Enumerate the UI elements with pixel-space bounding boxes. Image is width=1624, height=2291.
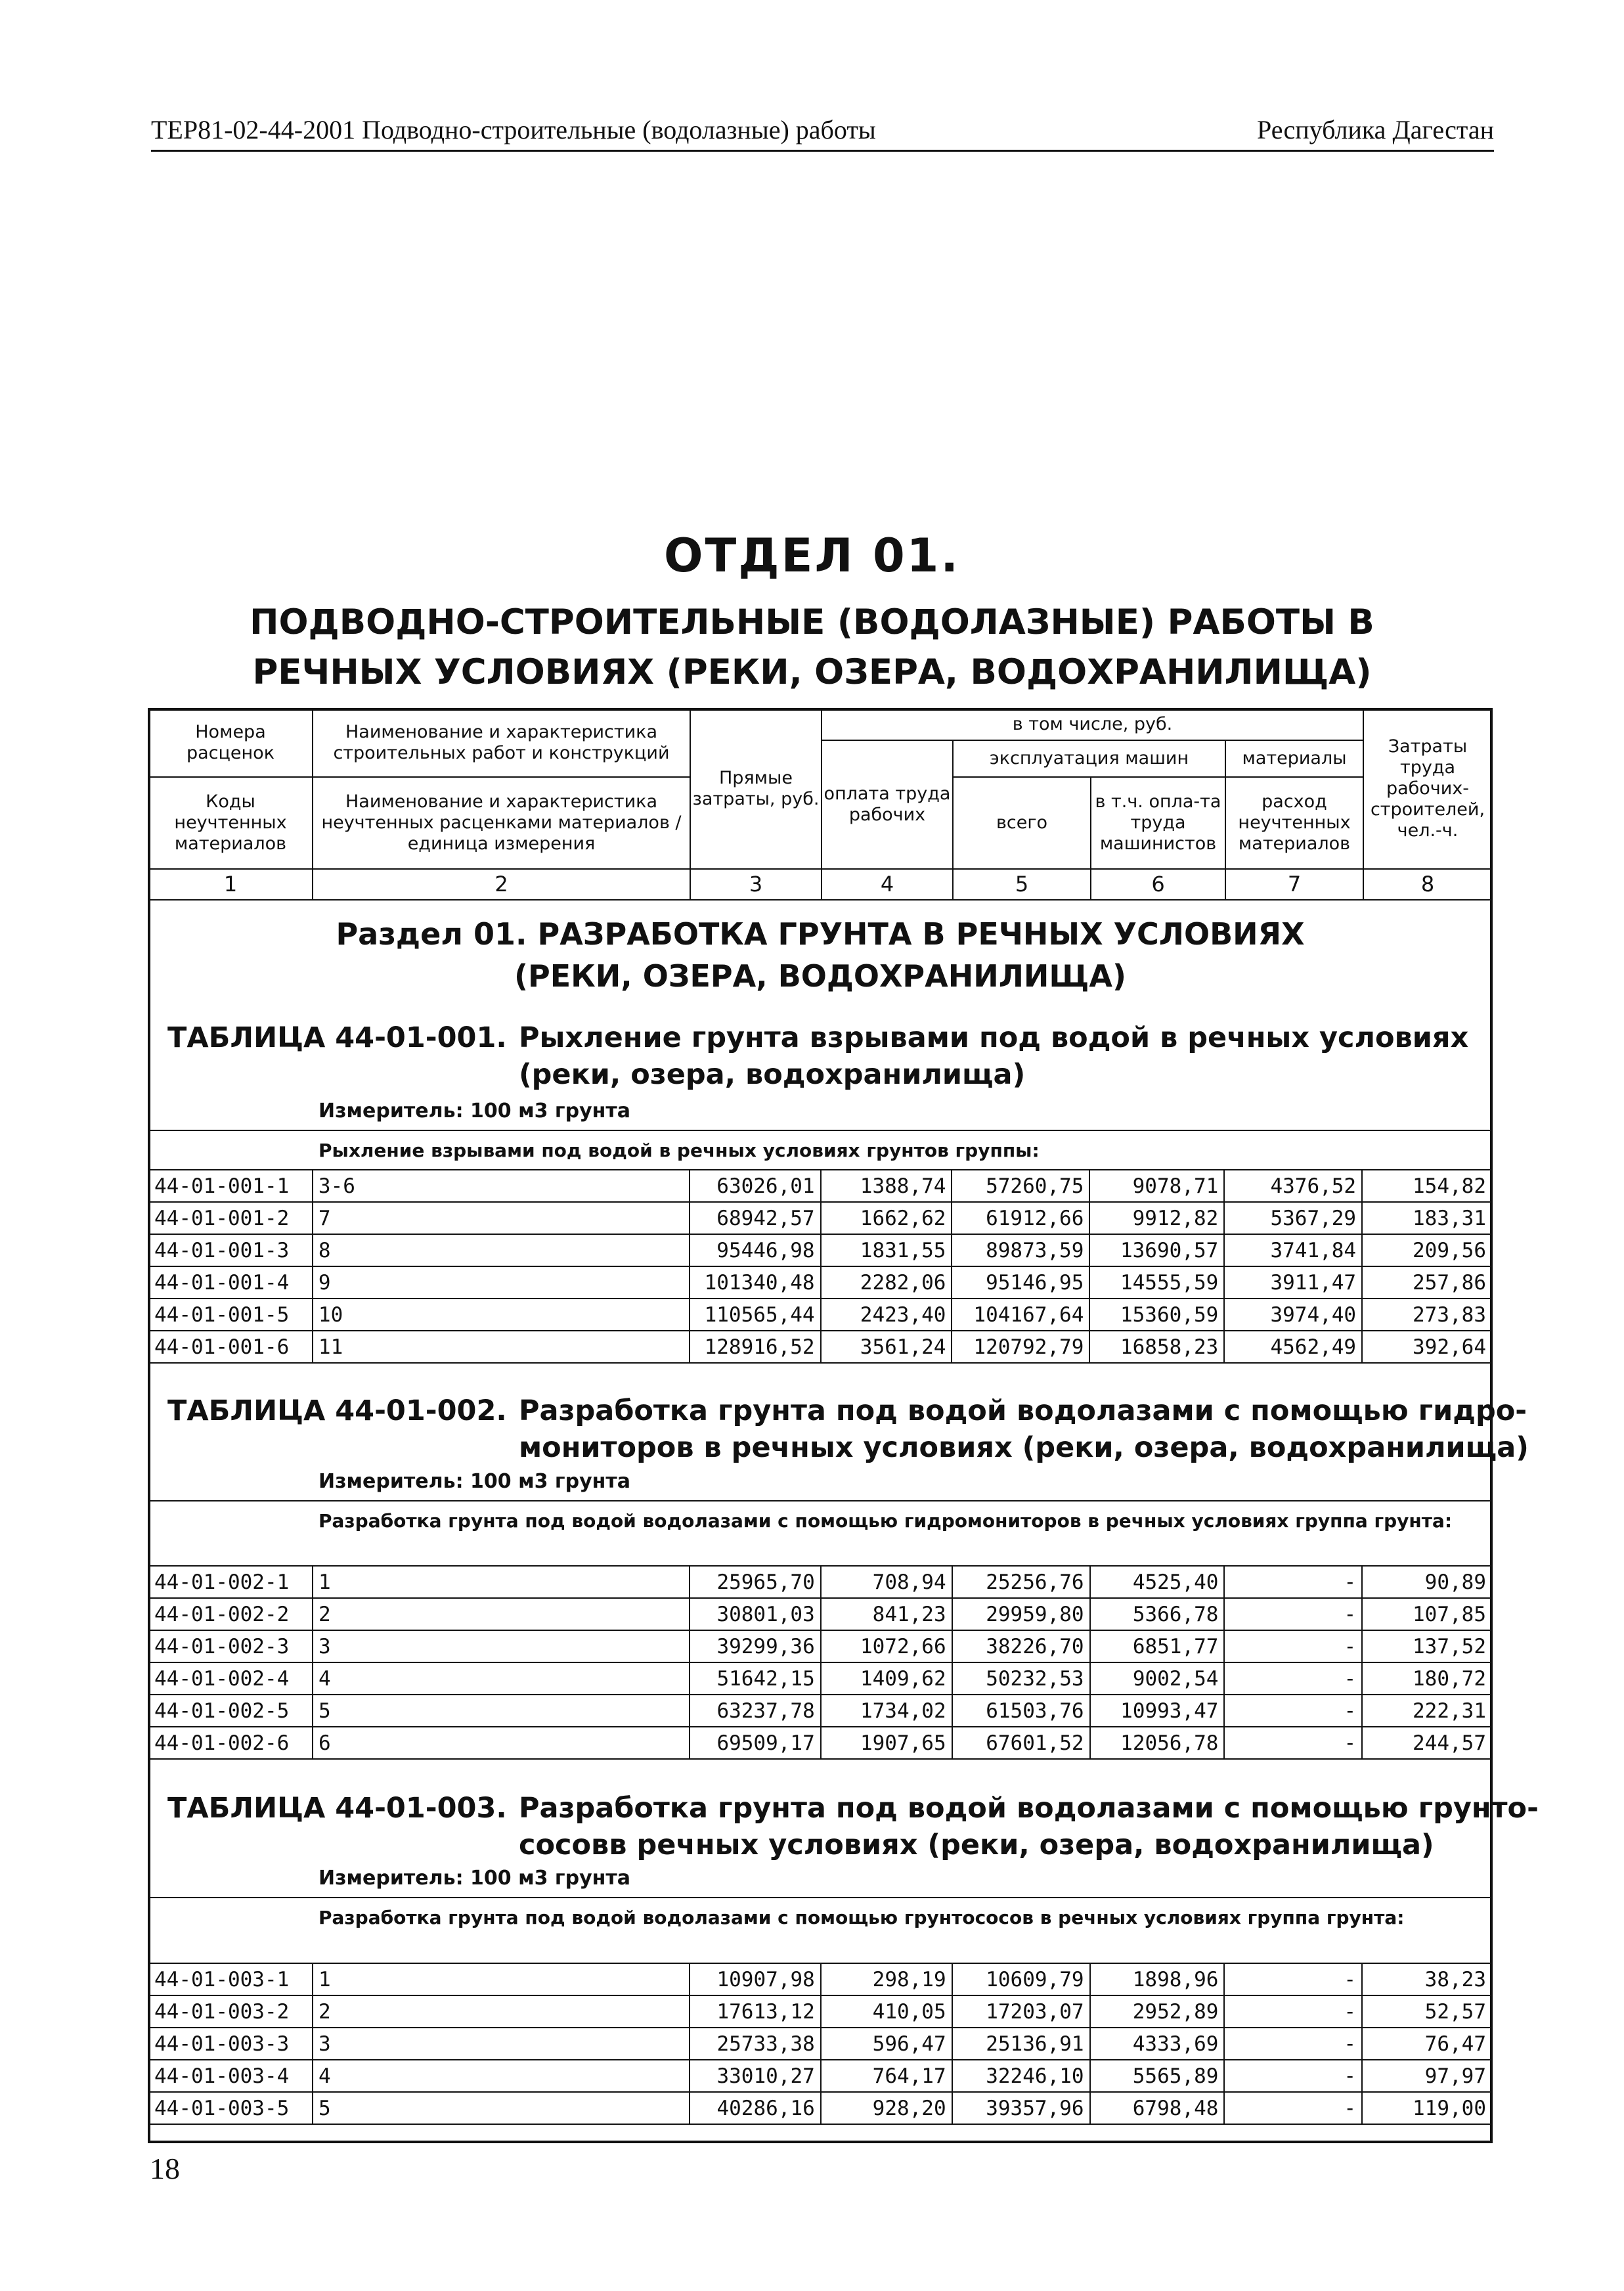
value-cell: 4376,52	[1224, 1170, 1362, 1202]
table-code: ТАБЛИЦА 44-01-001.	[167, 1021, 507, 1054]
value-cell: 5565,89	[1090, 2060, 1225, 2092]
incl-underline	[821, 740, 1363, 741]
value-cell: 154,82	[1362, 1170, 1492, 1202]
value-cell: 25965,70	[690, 1566, 821, 1598]
value-cell: 13690,57	[1089, 1234, 1224, 1266]
value-cell: 90,89	[1362, 1566, 1492, 1598]
value-cell: 97,97	[1362, 2060, 1492, 2092]
value-cell: 596,47	[821, 2028, 952, 2060]
rate-code-cell: 44-01-001-3	[148, 1234, 313, 1266]
table-title-line2: мониторов в речных условиях (реки, озера, водохранилища)	[519, 1431, 1529, 1464]
soil-group-cell: 4	[313, 1662, 690, 1695]
table-group-label: Разработка грунта под водой водолазами с помощью гидромониторов в речных условиях группа грунта:	[318, 1510, 1453, 1532]
value-cell: 29959,80	[952, 1598, 1090, 1630]
rate-code-cell: 44-01-002-1	[148, 1566, 313, 1598]
value-cell: 257,86	[1362, 1266, 1492, 1299]
value-cell: 25136,91	[952, 2028, 1090, 2060]
value-cell: 61503,76	[952, 1695, 1090, 1727]
value-cell: 1662,62	[821, 1202, 952, 1234]
value-cell: 101340,48	[690, 1266, 821, 1299]
value-cell: 392,64	[1362, 1331, 1492, 1363]
col-number: 6	[1151, 872, 1165, 897]
value-cell: 38,23	[1362, 1963, 1492, 1995]
value-cell: 183,31	[1362, 1202, 1492, 1234]
soil-group-cell: 2	[313, 1598, 690, 1630]
soil-group-cell: 7	[313, 1202, 690, 1234]
table-row	[148, 1695, 1492, 1727]
value-cell: 89873,59	[952, 1234, 1089, 1266]
soil-group-cell: 3	[313, 2028, 690, 2060]
rate-code-cell: 44-01-003-2	[148, 1995, 313, 2028]
value-cell: 67601,52	[952, 1727, 1090, 1759]
table-row	[148, 1598, 1492, 1630]
value-cell: -	[1224, 2092, 1362, 2124]
value-cell: 841,23	[821, 1598, 952, 1630]
value-cell: 57260,75	[952, 1170, 1089, 1202]
value-cell: 928,20	[821, 2092, 952, 2124]
table-title	[519, 1392, 1529, 1466]
rate-code-cell: 44-01-001-1	[148, 1170, 313, 1202]
value-cell: 9002,54	[1090, 1662, 1225, 1695]
value-cell: 39357,96	[952, 2092, 1090, 2124]
table-title-line1: Разработка грунта под водой водолазами с помощью гидро-	[519, 1394, 1527, 1427]
table-row	[148, 1234, 1492, 1266]
rates-table-001	[148, 1169, 1493, 1364]
rate-code-cell: 44-01-003-3	[148, 2028, 313, 2060]
value-cell: 9912,82	[1089, 1202, 1224, 1234]
section-subtitle-line1: ПОДВОДНО-СТРОИТЕЛЬНЫЕ (ВОДОЛАЗНЫЕ) РАБОТЫ В	[250, 602, 1374, 642]
value-cell: 95146,95	[952, 1266, 1089, 1299]
section-subtitle	[0, 598, 1624, 698]
rates-table-002	[148, 1565, 1493, 1760]
value-cell: 2282,06	[821, 1266, 952, 1299]
table-unit: Измеритель: 100 м3 грунта	[318, 1470, 630, 1493]
value-cell: 2952,89	[1090, 1995, 1225, 2028]
value-cell: 110565,44	[690, 1299, 821, 1331]
table-row	[148, 2060, 1492, 2092]
soil-group-cell: 5	[313, 1695, 690, 1727]
value-cell: -	[1224, 1566, 1362, 1598]
col-divider-5	[1090, 776, 1091, 899]
value-cell: 30801,03	[690, 1598, 821, 1630]
table-row	[148, 1331, 1492, 1363]
value-cell: 180,72	[1362, 1662, 1492, 1695]
table-unit: Измеритель: 100 м3 грунта	[318, 1100, 630, 1123]
rate-code-cell: 44-01-001-6	[148, 1331, 313, 1363]
value-cell: 244,57	[1362, 1727, 1492, 1759]
col-divider-3	[821, 708, 822, 899]
value-cell: 5367,29	[1224, 1202, 1362, 1234]
value-cell: 104167,64	[952, 1299, 1089, 1331]
table-title	[519, 1019, 1468, 1093]
materials-header: материалы	[1242, 748, 1347, 768]
table-row	[148, 1630, 1492, 1662]
rate-code-cell: 44-01-003-5	[148, 2092, 313, 2124]
value-cell: -	[1224, 1695, 1362, 1727]
value-cell: 120792,79	[952, 1331, 1089, 1363]
value-cell: 69509,17	[690, 1727, 821, 1759]
table-title-line1: Рыхление грунта взрывами под водой в речных условиях	[519, 1021, 1469, 1054]
table-separator-line	[148, 1500, 1493, 1501]
value-cell: 40286,16	[690, 2092, 821, 2124]
value-cell: 410,05	[821, 1995, 952, 2028]
value-cell: 17203,07	[952, 1995, 1090, 2028]
column-numbers-separator-line	[148, 899, 1493, 901]
col8-header: Затраты труда рабочих-строителей, чел.-ч.	[1370, 736, 1485, 841]
value-cell: 10907,98	[690, 1963, 821, 1995]
table-row	[148, 2028, 1492, 2060]
col-divider-7	[1363, 708, 1364, 899]
value-cell: 52,57	[1362, 1995, 1492, 2028]
value-cell: -	[1224, 1630, 1362, 1662]
col1-split-line	[148, 776, 312, 778]
col2-header-top: Наименование и характеристика строительных работ и конструкций	[333, 722, 670, 763]
value-cell: -	[1224, 1727, 1362, 1759]
value-cell: -	[1224, 1995, 1362, 2028]
table-row	[148, 1963, 1492, 1995]
rate-code-cell: 44-01-001-2	[148, 1202, 313, 1234]
rate-code-cell: 44-01-002-4	[148, 1662, 313, 1695]
page-number: 18	[150, 2152, 180, 2185]
col4-header: оплата труда рабочих	[823, 784, 951, 825]
machines-header: эксплуатация машин	[989, 748, 1189, 768]
value-cell: 4333,69	[1090, 2028, 1225, 2060]
value-cell: 63026,01	[690, 1170, 821, 1202]
value-cell: 1907,65	[821, 1727, 952, 1759]
value-cell: 51642,15	[690, 1662, 821, 1695]
value-cell: 17613,12	[690, 1995, 821, 2028]
table-title-line2: (реки, озера, водохранилища)	[519, 1058, 1026, 1091]
soil-group-cell: 5	[313, 2092, 690, 2124]
col-number: 1	[223, 872, 238, 897]
value-cell: 15360,59	[1089, 1299, 1224, 1331]
table-row	[148, 1566, 1492, 1598]
soil-group-cell: 4	[313, 2060, 690, 2092]
value-cell: 4525,40	[1090, 1566, 1225, 1598]
table-row	[148, 1202, 1492, 1234]
col-number: 8	[1420, 872, 1435, 897]
col-divider-1	[312, 708, 313, 899]
value-cell: 137,52	[1362, 1630, 1492, 1662]
section-title: ОТДЕЛ 01.	[664, 529, 960, 583]
value-cell: 68942,57	[690, 1202, 821, 1234]
value-cell: -	[1224, 1963, 1362, 1995]
col-divider-4	[952, 740, 954, 899]
value-cell: 222,31	[1362, 1695, 1492, 1727]
soil-group-cell: 1	[313, 1566, 690, 1598]
soil-group-cell: 6	[313, 1727, 690, 1759]
col6-header: в т.ч. опла-та труда машинистов	[1095, 791, 1221, 854]
value-cell: 16858,23	[1089, 1331, 1224, 1363]
col2-split-line	[312, 776, 690, 778]
rate-code-cell: 44-01-002-3	[148, 1630, 313, 1662]
col-number: 3	[749, 872, 763, 897]
rates-table-003	[148, 1963, 1493, 2125]
value-cell: 25733,38	[690, 2028, 821, 2060]
machines-underline	[952, 776, 1363, 778]
soil-group-cell: 11	[313, 1331, 690, 1363]
col-divider-2	[690, 708, 691, 899]
value-cell: 95446,98	[690, 1234, 821, 1266]
value-cell: 3741,84	[1224, 1234, 1362, 1266]
value-cell: 764,17	[821, 2060, 952, 2092]
table-separator-line	[148, 1130, 1493, 1131]
table-code: ТАБЛИЦА 44-01-002.	[167, 1394, 507, 1427]
value-cell: 50232,53	[952, 1662, 1090, 1695]
table-title	[519, 1790, 1539, 1863]
value-cell: -	[1224, 1662, 1362, 1695]
table-row	[148, 1266, 1492, 1299]
value-cell: 1388,74	[821, 1170, 952, 1202]
col-number: 5	[1015, 872, 1029, 897]
rate-code-cell: 44-01-002-6	[148, 1727, 313, 1759]
value-cell: 3911,47	[1224, 1266, 1362, 1299]
value-cell: 1734,02	[821, 1695, 952, 1727]
value-cell: 128916,52	[690, 1331, 821, 1363]
value-cell: 4562,49	[1224, 1331, 1362, 1363]
col3-header: Прямые затраты, руб.	[692, 768, 820, 809]
value-cell: 119,00	[1362, 2092, 1492, 2124]
rate-code-cell: 44-01-003-4	[148, 2060, 313, 2092]
value-cell: 39299,36	[690, 1630, 821, 1662]
value-cell: 9078,71	[1089, 1170, 1224, 1202]
value-cell: 1072,66	[821, 1630, 952, 1662]
soil-group-cell: 10	[313, 1299, 690, 1331]
value-cell: 209,56	[1362, 1234, 1492, 1266]
col-divider-6	[1225, 740, 1226, 899]
value-cell: 33010,27	[690, 2060, 821, 2092]
table-group-label: Рыхление взрывами под водой в речных условиях грунтов группы:	[318, 1140, 1040, 1161]
value-cell: 14555,59	[1089, 1266, 1224, 1299]
header-document-title: ТЕР81-02-44-2001 Подводно-строительные (водолазные) работы	[151, 115, 876, 145]
value-cell: 38226,70	[952, 1630, 1090, 1662]
col1-header-bottom: Коды неучтенных материалов	[174, 791, 287, 854]
value-cell: -	[1224, 2028, 1362, 2060]
rate-code-cell: 44-01-001-5	[148, 1299, 313, 1331]
value-cell: 10993,47	[1090, 1695, 1225, 1727]
included-header: в том числе, руб.	[1012, 714, 1173, 734]
table-row	[148, 1995, 1492, 2028]
value-cell: 3974,40	[1224, 1299, 1362, 1331]
header-region: Республика Дагестан	[1257, 115, 1494, 145]
value-cell: 273,83	[1362, 1299, 1492, 1331]
table-row	[148, 2092, 1492, 2124]
value-cell: 76,47	[1362, 2028, 1492, 2060]
section-subtitle-line2: РЕЧНЫХ УСЛОВИЯХ (РЕКИ, ОЗЕРА, ВОДОХРАНИЛИЩА)	[252, 652, 1372, 692]
value-cell: 12056,78	[1090, 1727, 1225, 1759]
col1-header-top: Номера расценок	[187, 722, 274, 763]
table-title-line1: Разработка грунта под водой водолазами с помощью грунто-	[519, 1792, 1539, 1825]
col2-header-bottom: Наименование и характеристика неучтенных расценками материалов / единица измерения	[321, 791, 682, 854]
col-number: 2	[494, 872, 508, 897]
table-row	[148, 1170, 1492, 1202]
value-cell: -	[1224, 1598, 1362, 1630]
rate-code-cell: 44-01-002-5	[148, 1695, 313, 1727]
rate-code-cell: 44-01-001-4	[148, 1266, 313, 1299]
value-cell: 6798,48	[1090, 2092, 1225, 2124]
value-cell: 2423,40	[821, 1299, 952, 1331]
value-cell: 32246,10	[952, 2060, 1090, 2092]
value-cell: 1831,55	[821, 1234, 952, 1266]
razdel-heading	[148, 913, 1493, 997]
value-cell: 107,85	[1362, 1598, 1492, 1630]
soil-group-cell: 3	[313, 1630, 690, 1662]
value-cell: 5366,78	[1090, 1598, 1225, 1630]
soil-group-cell: 2	[313, 1995, 690, 2028]
running-header	[151, 110, 1494, 152]
soil-group-cell: 1	[313, 1963, 690, 1995]
col7-header: расход неучтенных материалов	[1238, 791, 1351, 854]
col-number: 4	[880, 872, 894, 897]
razdel-heading-line2: (РЕКИ, ОЗЕРА, ВОДОХРАНИЛИЩА)	[514, 958, 1127, 994]
table-separator-line	[148, 1897, 1493, 1898]
value-cell: 10609,79	[952, 1963, 1090, 1995]
value-cell: 1898,96	[1090, 1963, 1225, 1995]
soil-group-cell: 8	[313, 1234, 690, 1266]
razdel-heading-line1: Раздел 01. РАЗРАБОТКА ГРУНТА В РЕЧНЫХ УСЛОВИЯХ	[336, 916, 1305, 952]
value-cell: 3561,24	[821, 1331, 952, 1363]
table-title-line2: сосовв речных условиях (реки, озера, водохранилища)	[519, 1829, 1434, 1861]
value-cell: 61912,66	[952, 1202, 1089, 1234]
rate-code-cell: 44-01-002-2	[148, 1598, 313, 1630]
soil-group-cell: 9	[313, 1266, 690, 1299]
col5-header: всего	[996, 812, 1048, 833]
table-code: ТАБЛИЦА 44-01-003.	[167, 1792, 507, 1825]
table-row	[148, 1727, 1492, 1759]
value-cell: 1409,62	[821, 1662, 952, 1695]
table-row	[148, 1662, 1492, 1695]
table-group-label: Разработка грунта под водой водолазами с помощью грунтососов в речных условиях группа грунта:	[318, 1907, 1405, 1928]
value-cell: -	[1224, 2060, 1362, 2092]
value-cell: 298,19	[821, 1963, 952, 1995]
value-cell: 6851,77	[1090, 1630, 1225, 1662]
table-unit: Измеритель: 100 м3 грунта	[318, 1867, 630, 1890]
value-cell: 25256,76	[952, 1566, 1090, 1598]
value-cell: 63237,78	[690, 1695, 821, 1727]
soil-group-cell: 3-6	[313, 1170, 690, 1202]
table-row	[148, 1299, 1492, 1331]
value-cell: 708,94	[821, 1566, 952, 1598]
rate-code-cell: 44-01-003-1	[148, 1963, 313, 1995]
col-number: 7	[1287, 872, 1302, 897]
